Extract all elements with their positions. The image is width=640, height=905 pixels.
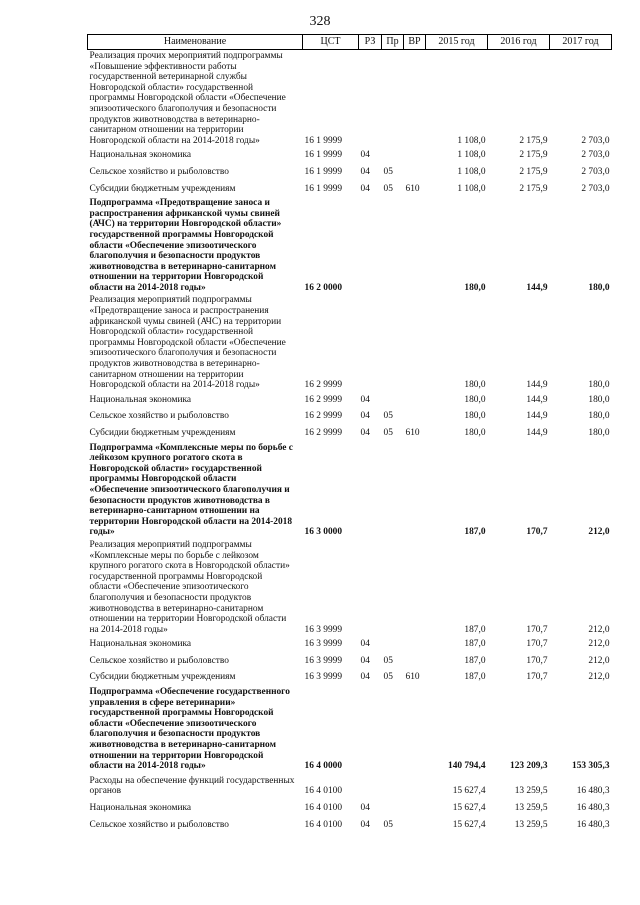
row-2017-cell: 2 703,0	[581, 150, 610, 161]
row-2015-cell: 187,0	[464, 639, 486, 650]
row-2017-cell: 180,0	[588, 380, 610, 391]
row-rz-cell: 04	[360, 166, 370, 177]
row-rz-cell: 04	[360, 394, 370, 405]
row-rz-cell: 04	[360, 428, 370, 438]
row-vr-cell: 610	[405, 672, 420, 683]
row-cst-cell: 16 3 9999	[304, 624, 342, 635]
row-name-cell: Сельское хозяйство и рыболовство	[89, 655, 229, 666]
row-2016-cell: 13 259,5	[514, 819, 548, 830]
row-2015-cell: 180,0	[464, 282, 486, 293]
row-2017-cell: 212,0	[588, 672, 610, 683]
row-2016-cell: 170,7	[526, 672, 548, 683]
table-row	[88, 817, 612, 834]
row-cst-cell: 16 1 9999	[304, 150, 342, 161]
row-name-cell: Национальная экономика	[89, 394, 192, 405]
column-header-pr: Пр	[382, 35, 404, 50]
row-2015-cell: 180,0	[464, 394, 486, 405]
row-2017-cell: 180,0	[588, 411, 610, 422]
row-2016-cell: 13 259,5	[514, 803, 548, 813]
row-2016-cell: 170,7	[526, 655, 548, 666]
row-2015-cell: 15 627,4	[452, 786, 486, 797]
row-vr-cell	[404, 50, 426, 148]
row-rz-cell: 04	[360, 819, 370, 830]
row-2017-cell: 212,0	[588, 624, 610, 635]
row-pr-cell: 05	[383, 166, 393, 177]
row-vr-cell: 610	[405, 183, 420, 194]
column-header-cst: ЦСТ	[303, 35, 359, 50]
row-name-cell: Реализация мероприятий подпрограммы «Предотвращение заноса и распространения африканской чумы свиней (АЧС) на территории Новгородской области» государственной программы Новгородской области «Обеспечение эпизоотического благополучия и безопасности продуктов животноводства в ветеринарно-санитарном отношении на территории Новгородской области на 2014-2018 годы»	[89, 295, 286, 391]
table-row	[88, 294, 612, 391]
row-rz-cell	[359, 50, 382, 148]
row-2017-cell: 2 703,0	[581, 183, 610, 194]
row-pr-cell	[382, 50, 404, 148]
row-2016-cell: 123 209,3	[510, 761, 548, 772]
row-2017-cell: 2 703,0	[581, 135, 610, 146]
table-row	[88, 636, 612, 653]
row-2017-cell: 16 480,3	[576, 819, 610, 830]
row-name-cell: Национальная экономика	[89, 803, 192, 813]
row-cst-cell: 16 4 0000	[304, 761, 342, 772]
row-cst-cell: 16 3 9999	[304, 639, 342, 650]
row-2017-cell: 16 480,3	[576, 803, 610, 813]
row-2015-cell: 1 108,0	[457, 183, 486, 194]
column-header-2017: 2017 год	[550, 35, 612, 50]
row-vr-cell: 610	[405, 428, 420, 438]
row-pr-cell	[382, 636, 404, 653]
row-cst-cell: 16 2 9999	[304, 394, 342, 405]
row-2017-cell: 212,0	[588, 527, 610, 538]
row-rz-cell	[359, 686, 382, 773]
row-2015-cell: 140 794,4	[448, 761, 486, 772]
row-cst-cell: 16 4 0100	[304, 803, 342, 813]
row-2016-cell: 144,9	[526, 428, 548, 438]
row-vr-cell	[404, 773, 426, 800]
row-2015-cell: 1 108,0	[457, 166, 486, 177]
row-vr-cell	[404, 147, 426, 164]
table-row	[88, 147, 612, 164]
row-name-cell: Субсидии бюджетным учреждениям	[89, 428, 236, 438]
row-2017-cell: 180,0	[588, 428, 610, 438]
row-vr-cell	[404, 442, 426, 539]
row-rz-cell	[359, 773, 382, 800]
table-row	[88, 773, 612, 800]
column-header-2015: 2015 год	[426, 35, 488, 50]
row-pr-cell: 05	[383, 183, 393, 194]
row-vr-cell	[404, 686, 426, 773]
row-vr-cell	[404, 164, 426, 181]
table-body	[88, 50, 612, 834]
row-name-cell: Субсидии бюджетным учреждениям	[89, 672, 236, 683]
row-2015-cell: 180,0	[464, 428, 486, 438]
row-2016-cell: 170,7	[526, 527, 548, 538]
row-name-cell: Реализация прочих мероприятий подпрограммы «Повышение эффективности работы государственной ветеринарной службы Новгородской области» государственной программы Новгородской области «Обеспечение эпизоотического благополучия и безопасности продуктов животноводства в ветеринарно-санитарном отношении на территории Новгородской области на 2014-2018 годы»	[89, 51, 286, 146]
table-row	[88, 181, 612, 198]
row-name-cell: Сельское хозяйство и рыболовство	[89, 166, 229, 177]
row-cst-cell: 16 3 0000	[304, 527, 342, 538]
row-pr-cell	[382, 442, 404, 539]
row-pr-cell: 05	[383, 655, 393, 666]
row-rz-cell: 04	[360, 803, 370, 813]
table-row	[88, 392, 612, 409]
row-2016-cell: 170,7	[526, 639, 548, 650]
row-pr-cell	[382, 197, 404, 294]
row-name-cell: Реализация мероприятий подпрограммы «Комплексные меры по борьбе с лейкозом крупного рогатого скота в Новгородской области» государственной программы Новгородской области «Обеспечение эпизоотического благополучия и безопасности продуктов животноводства в ветеринарно-санитарном отношении на территории Новгородской области на 2014-2018 годы»	[89, 539, 290, 635]
column-header-2016: 2016 год	[488, 35, 550, 50]
row-cst-cell: 16 2 0000	[304, 282, 342, 293]
row-name-cell: Сельское хозяйство и рыболовство	[89, 819, 229, 830]
row-name-cell: Подпрограмма «Обеспечение государственного управления в сфере ветеринарии» государственной программы Новгородской области «Обеспечение эпизоотического благополучия и безопасности продуктов животноводства в ветеринарно-санитарном отношении на территории Новгородской области на 2014-2018 годы»	[89, 687, 290, 772]
row-2016-cell: 13 259,5	[514, 786, 548, 797]
row-2016-cell: 170,7	[526, 624, 548, 635]
row-name-cell: Национальная экономика	[89, 150, 192, 161]
column-header-name: Наименование	[88, 35, 303, 50]
row-2015-cell: 15 627,4	[452, 803, 486, 813]
row-rz-cell: 04	[360, 655, 370, 666]
row-vr-cell	[404, 197, 426, 294]
budget-table	[87, 34, 612, 833]
row-name-cell: Субсидии бюджетным учреждениям	[89, 183, 236, 194]
row-rz-cell: 04	[360, 639, 370, 650]
row-cst-cell: 16 1 9999	[304, 135, 342, 146]
row-2015-cell: 15 627,4	[452, 819, 486, 830]
row-pr-cell: 05	[383, 819, 393, 830]
row-2017-cell: 212,0	[588, 639, 610, 650]
table-row	[88, 800, 612, 817]
row-2017-cell: 180,0	[588, 282, 610, 293]
row-name-cell: Расходы на обеспечение функций государственных органов	[89, 775, 295, 797]
row-cst-cell: 16 1 9999	[304, 183, 342, 194]
row-2017-cell: 212,0	[588, 655, 610, 666]
row-pr-cell: 05	[383, 672, 393, 683]
row-vr-cell	[404, 294, 426, 391]
table-row	[88, 50, 612, 148]
row-2016-cell: 144,9	[526, 394, 548, 405]
page-number: 328	[309, 14, 331, 29]
table-row	[88, 686, 612, 773]
row-pr-cell	[382, 773, 404, 800]
table-row	[88, 442, 612, 539]
row-vr-cell	[404, 408, 426, 425]
row-2016-cell: 144,9	[526, 411, 548, 422]
table-row	[88, 653, 612, 670]
row-pr-cell	[382, 686, 404, 773]
row-vr-cell	[404, 636, 426, 653]
table-row	[88, 408, 612, 425]
row-2017-cell: 180,0	[588, 394, 610, 405]
row-rz-cell	[359, 294, 382, 391]
row-name-cell: Подпрограмма «Комплексные меры по борьбе с лейкозом крупного рогатого скота в Новгородской области» государственной программы Новгородской области «Обеспечение эпизоотического благополучия и безопасности продуктов животноводства в ветеринарно-санитарном отношении на территории Новгородской области на 2014-2018 годы»	[89, 442, 293, 538]
column-header-vr: ВР	[404, 35, 426, 50]
row-2016-cell: 2 175,9	[519, 183, 548, 194]
row-pr-cell	[382, 539, 404, 636]
table-row	[88, 164, 612, 181]
row-vr-cell	[404, 817, 426, 834]
row-vr-cell	[404, 800, 426, 817]
row-cst-cell: 16 4 0100	[304, 819, 342, 830]
row-2017-cell: 16 480,3	[576, 786, 610, 797]
row-2015-cell: 187,0	[464, 624, 486, 635]
table-row	[88, 425, 612, 442]
row-name-cell: Сельское хозяйство и рыболовство	[89, 411, 229, 422]
row-2016-cell: 2 175,9	[519, 135, 548, 146]
row-pr-cell	[382, 800, 404, 817]
row-rz-cell	[359, 442, 382, 539]
row-rz-cell	[359, 197, 382, 294]
row-vr-cell	[404, 653, 426, 670]
row-cst-cell: 16 4 0100	[304, 786, 342, 797]
row-pr-cell	[382, 392, 404, 409]
row-2015-cell: 187,0	[464, 527, 486, 538]
row-2015-cell: 187,0	[464, 672, 486, 683]
row-name-cell: Подпрограмма «Предотвращение заноса и распространения африканской чумы свиней (АЧС) на территории Новгородской области» государственной программы Новгородской области «Обеспечение эпизоотического благополучия и безопасности продуктов животноводства в ветеринарно-санитарном отношении на территории Новгородской области на 2014-2018 годы»	[89, 198, 282, 293]
row-2015-cell: 1 108,0	[457, 150, 486, 161]
row-name-cell: Национальная экономика	[89, 639, 192, 650]
row-vr-cell	[404, 392, 426, 409]
row-2015-cell: 187,0	[464, 655, 486, 666]
table-row	[88, 539, 612, 636]
column-header-rz: РЗ	[359, 35, 382, 50]
row-rz-cell: 04	[360, 183, 370, 194]
row-pr-cell	[382, 147, 404, 164]
row-cst-cell: 16 3 9999	[304, 655, 342, 666]
row-rz-cell	[359, 539, 382, 636]
row-2017-cell: 153 305,3	[572, 761, 610, 772]
table-row	[88, 669, 612, 686]
row-pr-cell: 05	[383, 428, 393, 438]
row-cst-cell: 16 2 9999	[304, 380, 342, 391]
row-rz-cell: 04	[360, 411, 370, 422]
row-cst-cell: 16 2 9999	[304, 411, 342, 422]
row-2017-cell: 2 703,0	[581, 166, 610, 177]
row-2016-cell: 2 175,9	[519, 150, 548, 161]
row-2016-cell: 2 175,9	[519, 166, 548, 177]
row-rz-cell: 04	[360, 672, 370, 683]
row-2015-cell: 180,0	[464, 411, 486, 422]
row-vr-cell	[404, 539, 426, 636]
table-row	[88, 197, 612, 294]
table-header-row	[88, 35, 612, 50]
row-rz-cell: 04	[360, 150, 370, 161]
row-cst-cell: 16 3 9999	[304, 672, 342, 683]
row-2016-cell: 144,9	[526, 282, 548, 293]
row-2015-cell: 1 108,0	[457, 135, 486, 146]
row-2016-cell: 144,9	[526, 380, 548, 391]
row-cst-cell: 16 2 9999	[304, 428, 342, 438]
row-pr-cell: 05	[383, 411, 393, 422]
row-2015-cell: 180,0	[464, 380, 486, 391]
row-cst-cell: 16 1 9999	[304, 166, 342, 177]
row-pr-cell	[382, 294, 404, 391]
